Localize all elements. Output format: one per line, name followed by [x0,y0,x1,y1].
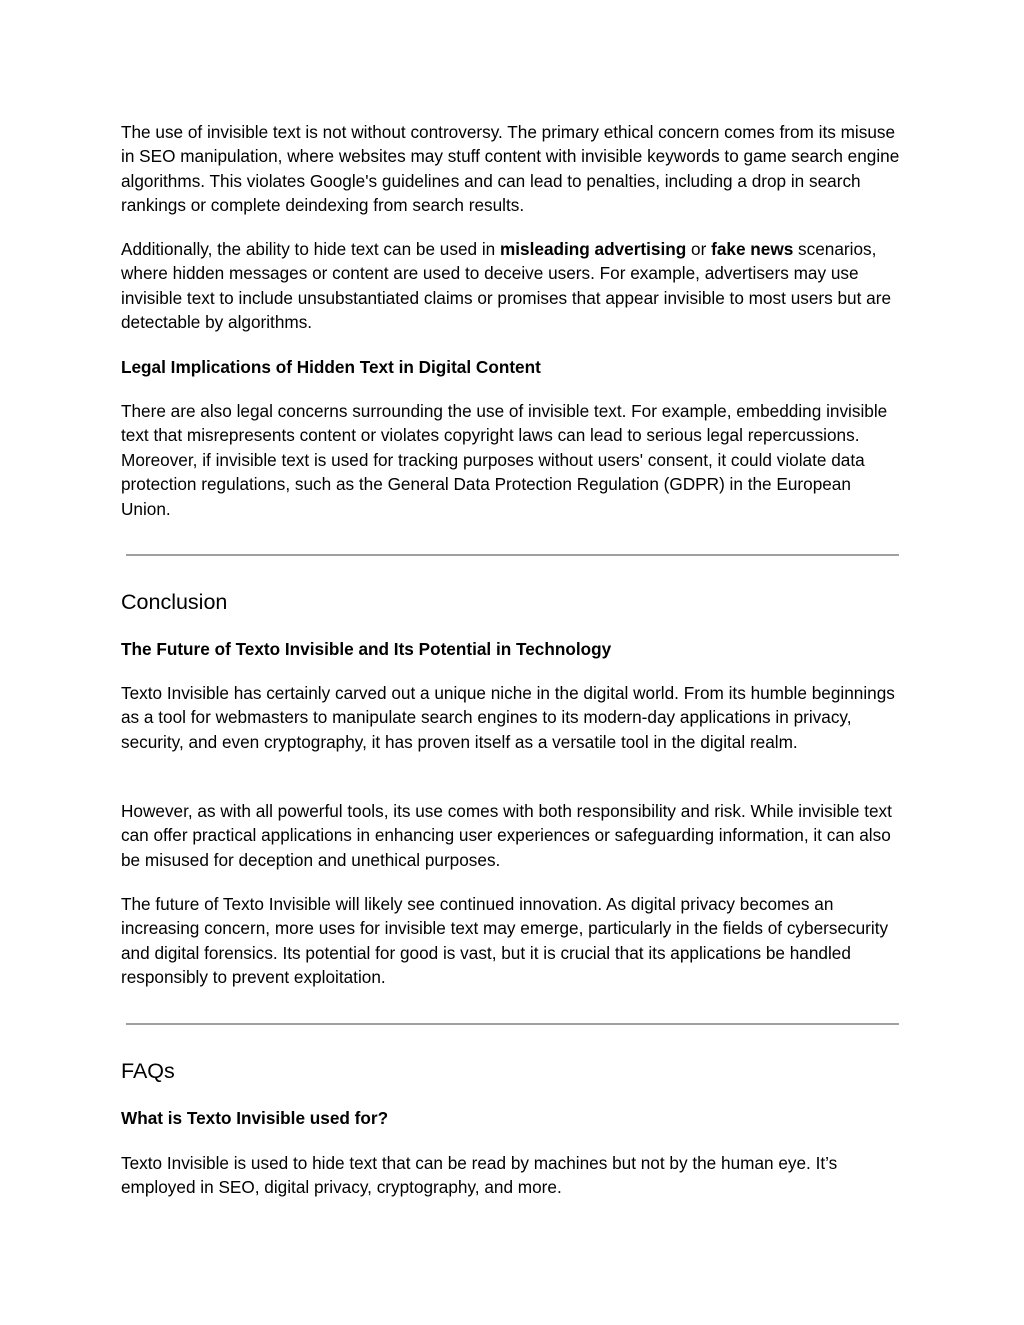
section-heading: Conclusion [121,590,228,614]
ethics-paragraph-1 [121,120,901,218]
conclusion-paragraph-1 [121,681,901,754]
conclusion-heading [121,589,901,615]
faq-answer: Texto Invisible is used to hide text that can be read by machines but not by the human eye. It’s employed in SEO, digital privacy, cryptography, and more. [121,1153,838,1198]
text-run: scenarios, where hidden messages or content are used to deceive users. For example, advertisers may use invisible text to include unsubstantiated claims or promises that appear invisible to most users but are detectable by algorithms. [121,239,892,333]
paragraph-text: There are also legal concerns surrounding the use of invisible text. For example, embedding invisible text that misrepresents content or violates copyright laws can lead to serious legal repercussions. Moreover, if invisible text is used for tracking purposes without users' consent, it could violate data protection regulations, such as the General Data Protection Regulation (GDPR) in the European Union. [121,401,888,519]
legal-heading [121,355,901,379]
paragraph-text [121,237,901,335]
section-subheading: The Future of Texto Invisible and Its Potential in Technology [121,639,612,659]
section-heading: FAQs [121,1059,175,1083]
horizontal-divider [126,1023,899,1025]
bold-term-misleading-advertising: misleading advertising [500,239,687,259]
conclusion-paragraph-2 [121,799,901,872]
conclusion-subheading [121,637,901,661]
faq-answer-1 [121,1151,901,1200]
faqs-heading [121,1058,901,1084]
ethics-paragraph-2 [121,237,901,335]
horizontal-divider [126,554,899,556]
conclusion-paragraph-3 [121,892,901,990]
text-run: or [686,239,712,259]
paragraph-text: Texto Invisible has certainly carved out a unique niche in the digital world. From its humble beginnings as a tool for webmasters to manipulate search engines to its modern-day applications in privacy, security, and even cryptography, it has proven itself as a versatile tool in the digital realm. [121,683,895,752]
section-subheading: Legal Implications of Hidden Text in Digital Content [121,357,541,377]
faq-question: What is Texto Invisible used for? [121,1108,389,1128]
faq-question-1 [121,1106,901,1130]
paragraph-text: The future of Texto Invisible will likely see continued innovation. As digital privacy becomes an increasing concern, more uses for invisible text may emerge, particularly in the fields of cybersecurity and digital forensics. Its potential for good is vast, but it is crucial that its applications be handled responsibly to prevent exploitation. [121,894,889,988]
text-run: Additionally, the ability to hide text can be used in [121,239,500,259]
paragraph-text: The use of invisible text is not without controversy. The primary ethical concern comes from its misuse in SEO manipulation, where websites may stuff content with invisible keywords to game search engine algorithms. This violates Google's guidelines and can lead to penalties, including a drop in search rankings or complete deindexing from search results. [121,122,900,216]
paragraph-text: However, as with all powerful tools, its use comes with both responsibility and risk. While invisible text can offer practical applications in enhancing user experiences or safeguarding information, it can also be misused for deception and unethical purposes. [121,801,892,870]
bold-term-fake-news: fake news [711,239,794,259]
legal-paragraph [121,399,901,521]
